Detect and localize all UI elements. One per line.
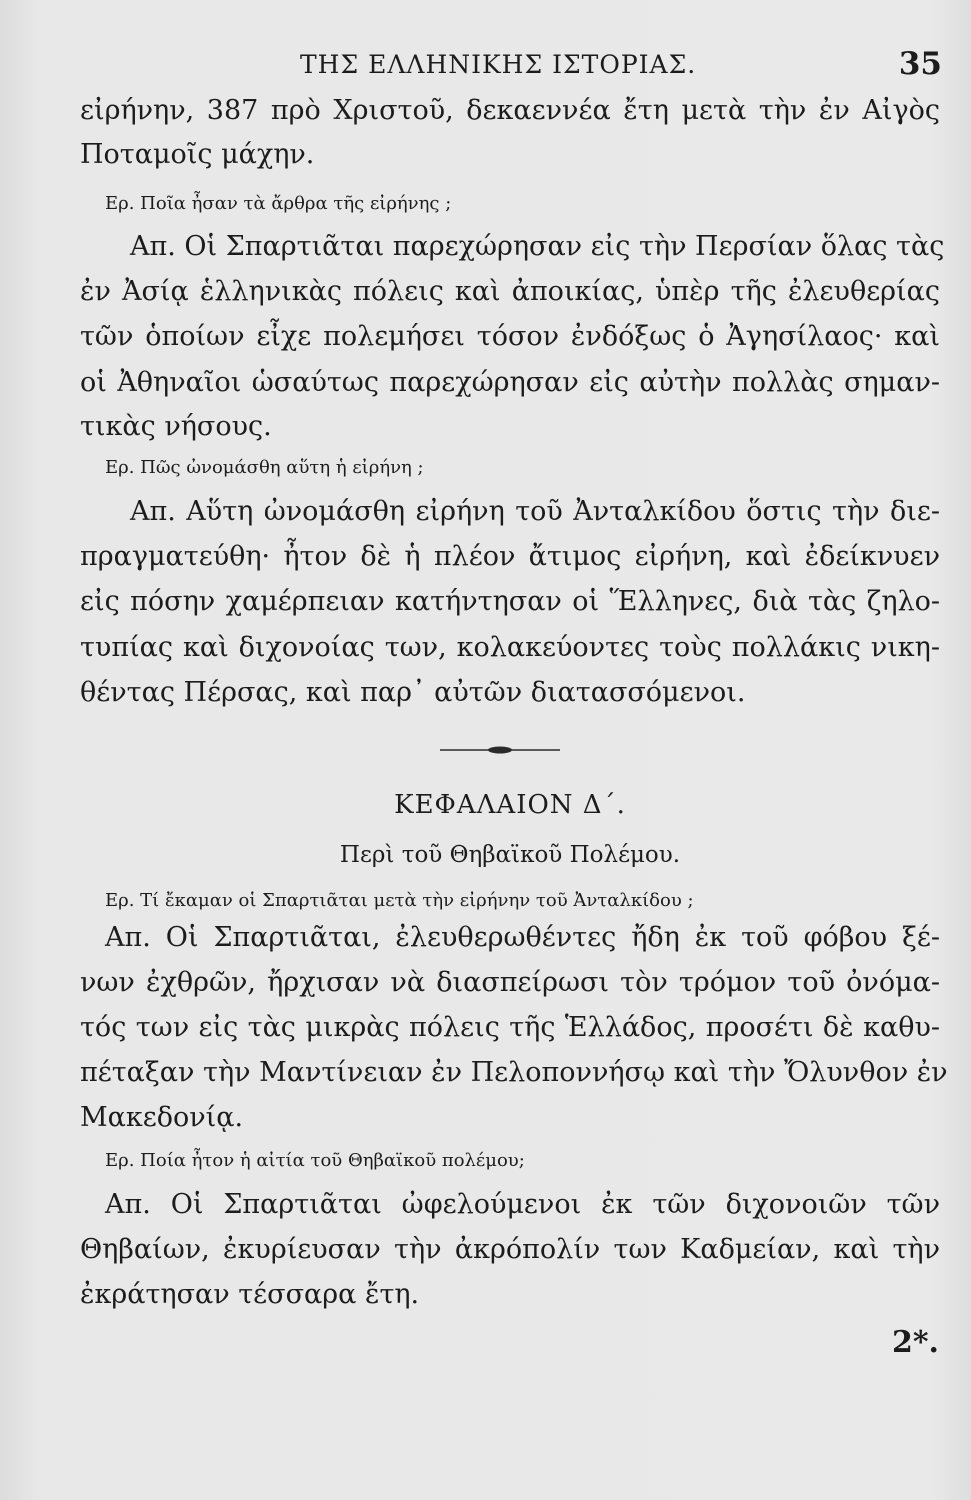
answer-line: Απ. Αὕτη ὠνομάσθη εἰρήνη τοῦ Ἀνταλκίδου ὅστις τὴν διε- [130, 496, 940, 527]
text-line: τῶν ὁποίων εἶχε πολεμήσει τόσον ἐνδόξως ὁ Ἀγησίλαος· καὶ [80, 321, 940, 352]
text-line: τός των εἰς τὰς μικρὰς πόλεις τῆς Ἑλλάδος, προσέτι δὲ καθυ- [80, 1012, 940, 1043]
ornament-divider [440, 744, 560, 756]
chapter-heading: ΚΕΦΑΛΑΙΟΝ Δ΄. [394, 790, 626, 820]
question-line: Ερ. Τί ἔκαμαν οἱ Σπαρτιᾶται μετὰ τὴν εἰρήνην τοῦ Ἀνταλκίδου ; [105, 890, 694, 911]
signature-mark: 2*. [891, 1325, 939, 1360]
text-line: τικὰς νήσους. [80, 411, 272, 442]
question-line: Ερ. Πῶς ὠνομάσθη αὕτη ἡ εἰρήνη ; [105, 457, 424, 478]
question-line: Ερ. Ποῖα ἦσαν τὰ ἄρθρα τῆς εἰρήνης ; [105, 193, 452, 214]
answer-line: Απ. Οἱ Σπαρτιᾶται ὠφελούμενοι ἐκ τῶν διχονοιῶν τῶν [105, 1189, 940, 1220]
chapter-subtitle: Περὶ τοῦ Θηβαϊκοῦ Πολέμου. [339, 842, 681, 868]
text-line: πέταξαν τὴν Μαντίνειαν ἐν Πελοποννήσῳ καὶ τὴν Ὄλυνθον ἐν [80, 1057, 948, 1088]
text-line: τυπίας καὶ διχονοίας των, κολακεύοντες τοὺς πολλάκις νικη- [80, 632, 940, 663]
text-line: εἰς πόσην χαμέρπειαν κατήντησαν οἱ Ἕλληνες, διὰ τὰς ζηλο- [80, 586, 940, 617]
text-line: θέντας Πέρσας, καὶ παρ᾽ αὐτῶν διατασσόμενοι. [80, 677, 746, 708]
text-line: πραγματεύθη· ἦτον δὲ ἡ πλέον ἄτιμος εἰρήνη, καὶ ἐδείκνυεν [80, 541, 940, 572]
page-number: 35 [898, 46, 942, 82]
text-line: ἐκράτησαν τέσσαρα ἔτη. [80, 1279, 420, 1310]
text-line: ἐν Ἀσίᾳ ἑλληνικὰς πόλεις καὶ ἀποικίας, ὑπὲρ τῆς ἐλευθερίας [80, 276, 940, 307]
text-line: νων ἐχθρῶν, ἤρχισαν νὰ διασπείρωσι τὸν τρόμον τοῦ ὀνόμα- [80, 967, 940, 998]
answer-line: Απ. Οἱ Σπαρτιᾶται, ἐλευθερωθέντες ἤδη ἐκ τοῦ φόβου ξέ- [105, 922, 940, 953]
text-line: Ποταμοῖς μάχην. [80, 139, 315, 170]
text-line: οἱ Ἀθηναῖοι ὡσαύτως παρεχώρησαν εἰς αὐτὴν πολλὰς σημαν- [80, 367, 940, 398]
page-header [80, 46, 942, 90]
running-title: ΤΗΣ ΕΛΛΗΝΙΚΗΣ ΙΣΤΟΡΙΑΣ. [300, 50, 697, 79]
question-line: Ερ. Ποία ἦτον ἡ αἰτία τοῦ Θηβαϊκοῦ πολέμου; [105, 1150, 525, 1171]
text-line: εἰρήνην, 387 πρὸ Χριστοῦ, δεκαεννέα ἔτη μετὰ τὴν ἐν Αἰγὸς [80, 95, 940, 126]
answer-line: Απ. Οἱ Σπαρτιᾶται παρεχώρησαν εἰς τὴν Περσίαν ὅλας τὰς [130, 231, 945, 262]
text-line: Μακεδονίᾳ. [80, 1102, 244, 1133]
text-line: Θηβαίων, ἐκυρίευσαν τὴν ἀκρόπολίν των Καδμείαν, καὶ τὴν [80, 1234, 940, 1265]
